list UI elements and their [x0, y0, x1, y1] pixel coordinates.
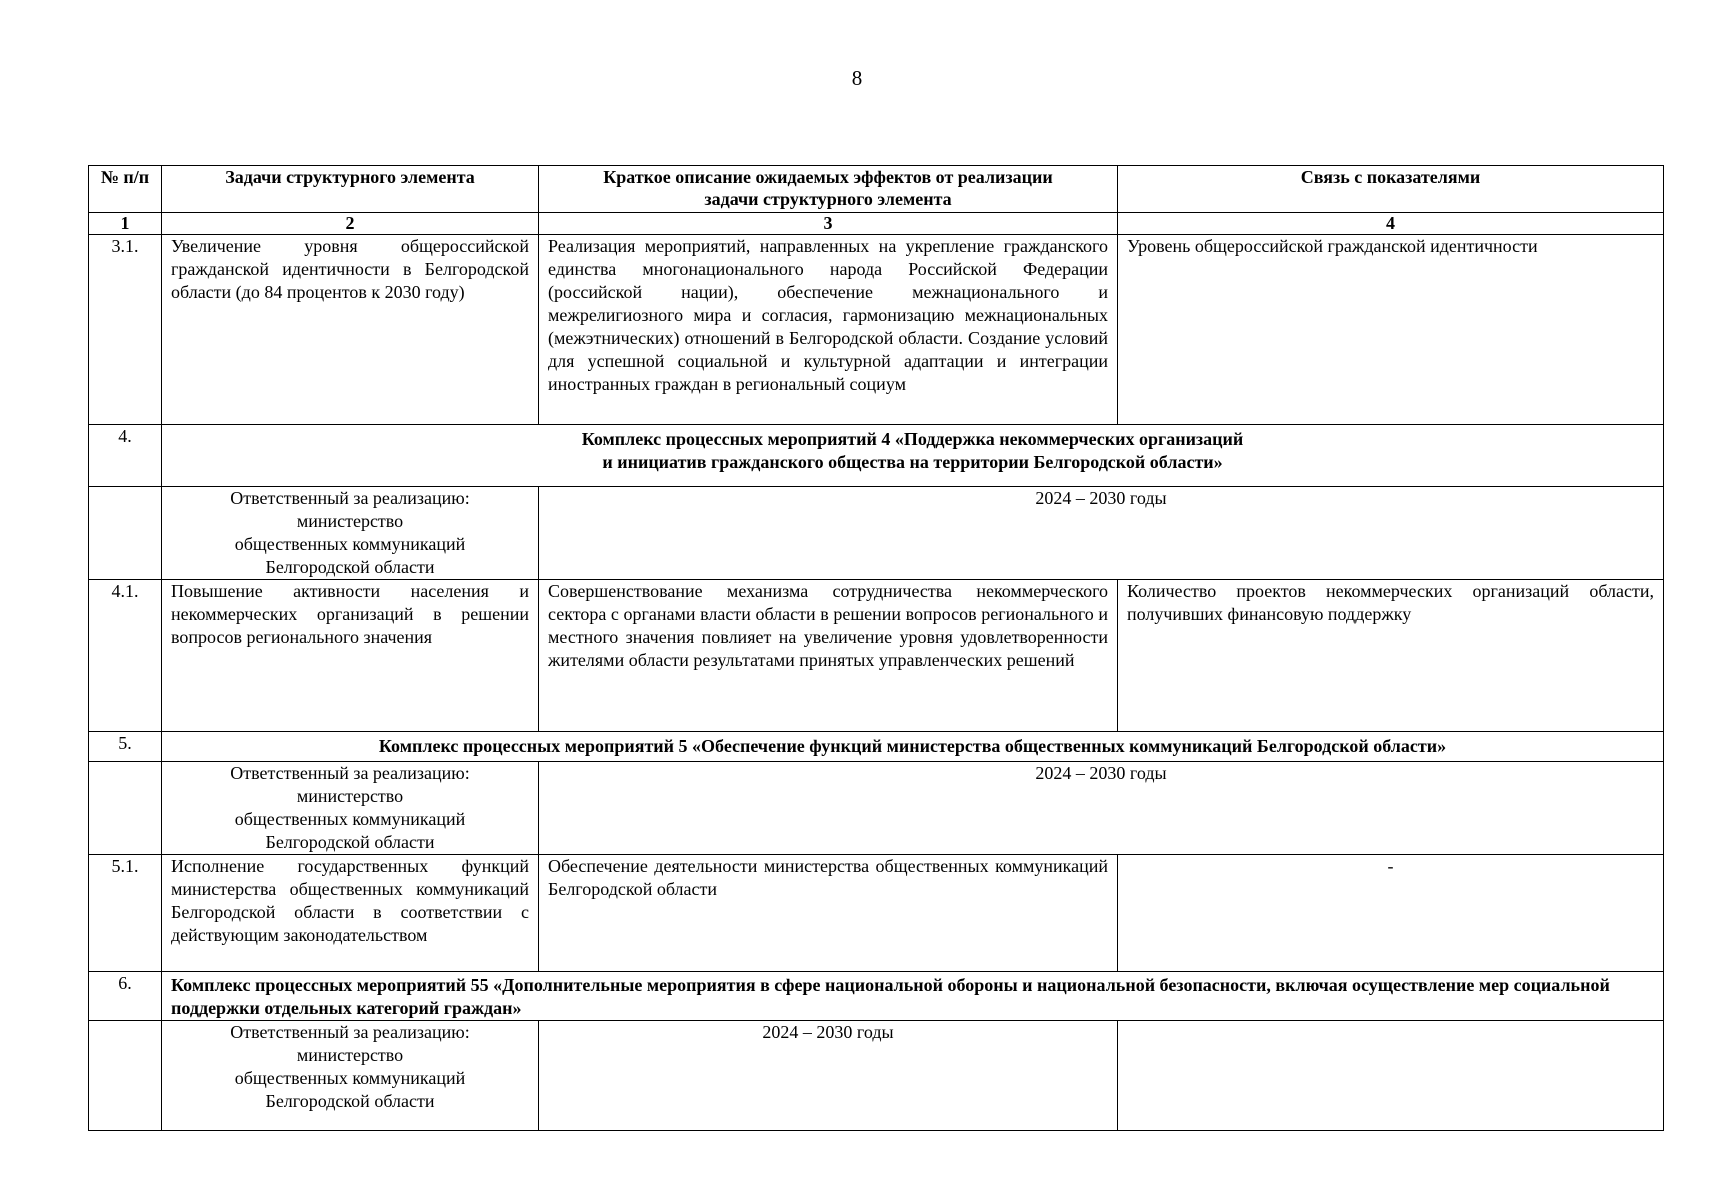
effects-cell: Реализация мероприятий, направленных на укрепление гражданского единства многонационального народа Российской Федерации (российской нации), обеспечение межнационального и межрелигиозного мира и согласия, гармонизацию межнациональных (межэтнических) отношений в Белгородской области. Создание условий для успешной социальной и культурной адаптации и интеграции иностранных граждан в региональный социум — [539, 235, 1118, 425]
structural-element-table — [88, 165, 1664, 1131]
table-header-row — [89, 166, 1664, 213]
section-title-row — [89, 972, 1664, 1021]
column-number: 1 — [89, 213, 162, 235]
empty-cell — [89, 1021, 162, 1131]
row-number: 4.1. — [89, 580, 162, 732]
period-cell: 2024 – 2030 годы — [539, 1021, 1118, 1131]
period-cell: 2024 – 2030 годы — [539, 762, 1664, 855]
responsible-label: Ответственный за реализацию: — [230, 763, 470, 783]
header-num: № п/п — [89, 166, 162, 213]
column-number-row — [89, 213, 1664, 235]
section-number: 6. — [89, 972, 162, 1021]
responsible-ministry: министерство — [296, 786, 404, 806]
header-link: Связь с показателями — [1118, 166, 1664, 213]
column-number: 3 — [539, 213, 1118, 235]
responsible-row — [89, 762, 1664, 855]
responsible-ministry: общественных коммуникаций — [234, 534, 466, 554]
table-row — [89, 855, 1664, 972]
responsible-row — [89, 487, 1664, 580]
section-title-line: и инициатив гражданского общества на территории Белгородской области» — [602, 452, 1223, 472]
column-number: 4 — [1118, 213, 1664, 235]
header-task: Задачи структурного элемента — [162, 166, 539, 213]
section-title-row — [89, 425, 1664, 487]
section-title: Комплекс процессных мероприятий 5 «Обеспечение функций министерства общественных коммуникаций Белгородской области» — [162, 732, 1664, 762]
responsible-cell — [162, 487, 539, 580]
responsible-ministry: Белгородской области — [265, 557, 435, 577]
responsible-ministry: министерство — [296, 511, 404, 531]
responsible-ministry: общественных коммуникаций — [234, 1068, 466, 1088]
section-title-row — [89, 732, 1664, 762]
period-cell: 2024 – 2030 годы — [539, 487, 1664, 580]
empty-cell — [89, 487, 162, 580]
responsible-ministry: министерство — [296, 1045, 404, 1065]
table-row — [89, 235, 1664, 425]
responsible-ministry: Белгородской области — [265, 832, 435, 852]
indicator-cell: Уровень общероссийской гражданской идентичности — [1118, 235, 1664, 425]
task-cell: Исполнение государственных функций министерства общественных коммуникаций Белгородской области в соответствии с действующим законодательством — [162, 855, 539, 972]
responsible-cell — [162, 1021, 539, 1131]
responsible-cell — [162, 762, 539, 855]
column-number: 2 — [162, 213, 539, 235]
section-number: 5. — [89, 732, 162, 762]
row-number: 3.1. — [89, 235, 162, 425]
section-title-line: Комплекс процессных мероприятий 4 «Поддержка некоммерческих организаций — [581, 429, 1244, 449]
task-cell: Увеличение уровня общероссийской гражданской идентичности в Белгородской области (до 84 процентов к 2030 году) — [162, 235, 539, 425]
empty-cell — [89, 762, 162, 855]
responsible-label: Ответственный за реализацию: — [230, 488, 470, 508]
task-cell: Повышение активности населения и некоммерческих организаций в решении вопросов регионального значения — [162, 580, 539, 732]
effects-cell: Совершенствование механизма сотрудничества некоммерческого сектора с органами власти области в решении вопросов регионального и местного значения повлияет на увеличение уровня удовлетворенности жителями области результатами принятых управленческих решений — [539, 580, 1118, 732]
section-title — [162, 425, 1664, 487]
section-number: 4. — [89, 425, 162, 487]
empty-cell — [1118, 1021, 1664, 1131]
responsible-label: Ответственный за реализацию: — [230, 1022, 470, 1042]
row-number: 5.1. — [89, 855, 162, 972]
responsible-ministry: Белгородской области — [265, 1091, 435, 1111]
header-effects: Краткое описание ожидаемых эффектов от реализации задачи структурного элемента — [539, 166, 1118, 213]
indicator-cell: Количество проектов некоммерческих организаций области, получивших финансовую поддержку — [1118, 580, 1664, 732]
responsible-ministry: общественных коммуникаций — [234, 809, 466, 829]
page-number: 8 — [851, 66, 863, 90]
indicator-cell: - — [1118, 855, 1664, 972]
responsible-row — [89, 1021, 1664, 1131]
table-row — [89, 580, 1664, 732]
effects-cell: Обеспечение деятельности министерства общественных коммуникаций Белгородской области — [539, 855, 1118, 972]
section-title: Комплекс процессных мероприятий 55 «Дополнительные мероприятия в сфере национальной обороны и национальной безопасности, включая осуществление мер социальной поддержки отдельных категорий граждан» — [162, 972, 1664, 1021]
